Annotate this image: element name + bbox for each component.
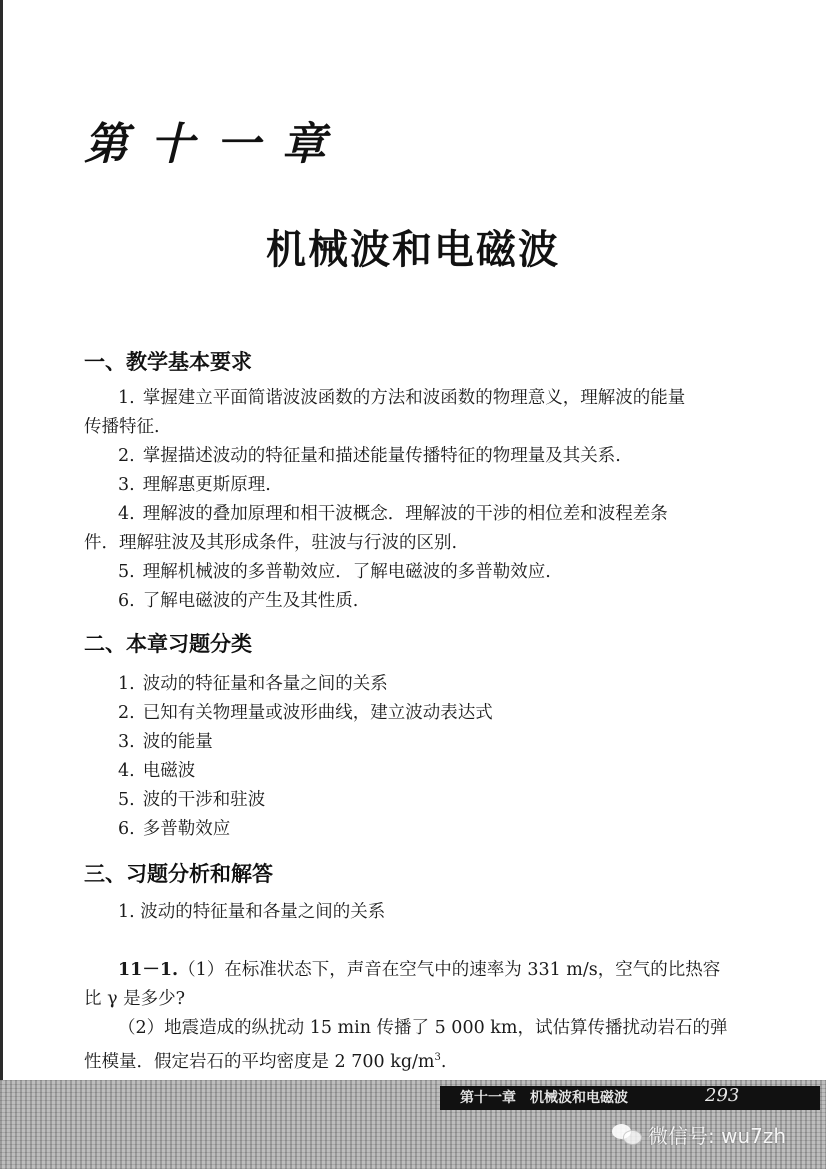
item-number: 4. (118, 761, 135, 781)
item-text: 了解电磁波的产生及其性质. (142, 591, 359, 611)
item-text: 理解机械波的多普勒效应．了解电磁波的多普勒效应. (142, 562, 551, 582)
item-text: 波动的特征量和各量之间的关系 (142, 674, 388, 694)
item-text: 波的能量 (142, 732, 213, 752)
item-number: 1. (118, 388, 135, 408)
section2-heading: 二、本章习题分类 (84, 632, 252, 656)
item-text: 掌握建立平面简谐波波函数的方法和波函数的物理意义，理解波的能量 (142, 388, 686, 408)
item-text: 波的干涉和驻波 (142, 790, 266, 810)
chapter-label: 第十一章 (84, 119, 348, 170)
section2-item-6 (118, 815, 230, 844)
item-number: 2. (118, 446, 135, 466)
section2-item-1 (118, 670, 388, 699)
item-text: 传播特征. (84, 417, 160, 437)
section1-heading: 一、教学基本要求 (84, 350, 252, 374)
running-head: 第十一章 机械波和电磁波 (460, 1090, 628, 1106)
section2-item-5 (118, 786, 265, 815)
item-text: 件．理解驻波及其形成条件，驻波与行波的区别. (84, 533, 458, 553)
section1-item-1 (84, 384, 744, 413)
superscript: 3 (434, 1052, 441, 1063)
section1-item-1-cont (84, 413, 744, 442)
problem-text: （1）在标准状态下，声音在空气中的速率为 331 m/s，空气的比热容 (178, 960, 721, 980)
wechat-icon (612, 1122, 642, 1146)
section3-subheading: 1. 波动的特征量和各量之间的关系 (118, 902, 386, 922)
problem-11-1-part2 (84, 1014, 744, 1043)
section1-item-5 (118, 558, 551, 587)
section3-heading: 三、习题分析和解答 (84, 862, 273, 886)
section2-item-2 (118, 699, 493, 728)
section2-item-3 (118, 728, 213, 757)
problem-number: 11－1. (118, 960, 179, 980)
item-number: 5. (118, 790, 135, 810)
page-left-edge (0, 0, 3, 1080)
problem-11-1-part2-cont (84, 1043, 744, 1077)
section1-item-3 (118, 471, 271, 500)
item-number: 2. (118, 703, 135, 723)
problem-text: （2）地震造成的纵扰动 15 min 传播了 5 000 km，试估算传播扰动岩石的弹 (118, 1018, 728, 1038)
item-number: 6. (118, 591, 135, 611)
problem-text: 性模量．假定岩石的平均密度是 2 700 kg/m (84, 1051, 435, 1072)
section2-item-4 (118, 757, 195, 786)
chapter-title: 机械波和电磁波 (266, 227, 560, 273)
item-number: 3. (118, 732, 135, 752)
page-number: 293 (705, 1085, 740, 1106)
item-text: 电磁波 (142, 761, 196, 781)
section1-item-2 (118, 442, 621, 471)
item-number: 4. (118, 504, 135, 524)
item-number: 5. (118, 562, 135, 582)
problem-11-1-part1 (84, 956, 744, 985)
problem-text: 比 γ 是多少? (84, 989, 185, 1009)
section1-item-6 (118, 587, 358, 616)
section1-item-4 (84, 500, 744, 529)
problem-11-1-part1-cont (84, 985, 744, 1014)
item-text: 理解波的叠加原理和相干波概念．理解波的干涉的相位差和波程差条 (142, 504, 668, 524)
item-text: 多普勒效应 (142, 819, 231, 839)
item-text: 已知有关物理量或波形曲线，建立波动表达式 (142, 703, 493, 723)
watermark (612, 1118, 786, 1150)
item-number: 1. (118, 674, 135, 694)
problem-text: . (440, 1051, 447, 1072)
item-text: 掌握描述波动的特征量和描述能量传播特征的物理量及其关系. (142, 446, 621, 466)
section1-item-4-cont (84, 529, 744, 558)
item-number: 3. (118, 475, 135, 495)
watermark-text: 微信号: wu7zh (648, 1123, 787, 1148)
item-text: 理解惠更斯原理. (142, 475, 271, 495)
item-number: 6. (118, 819, 135, 839)
